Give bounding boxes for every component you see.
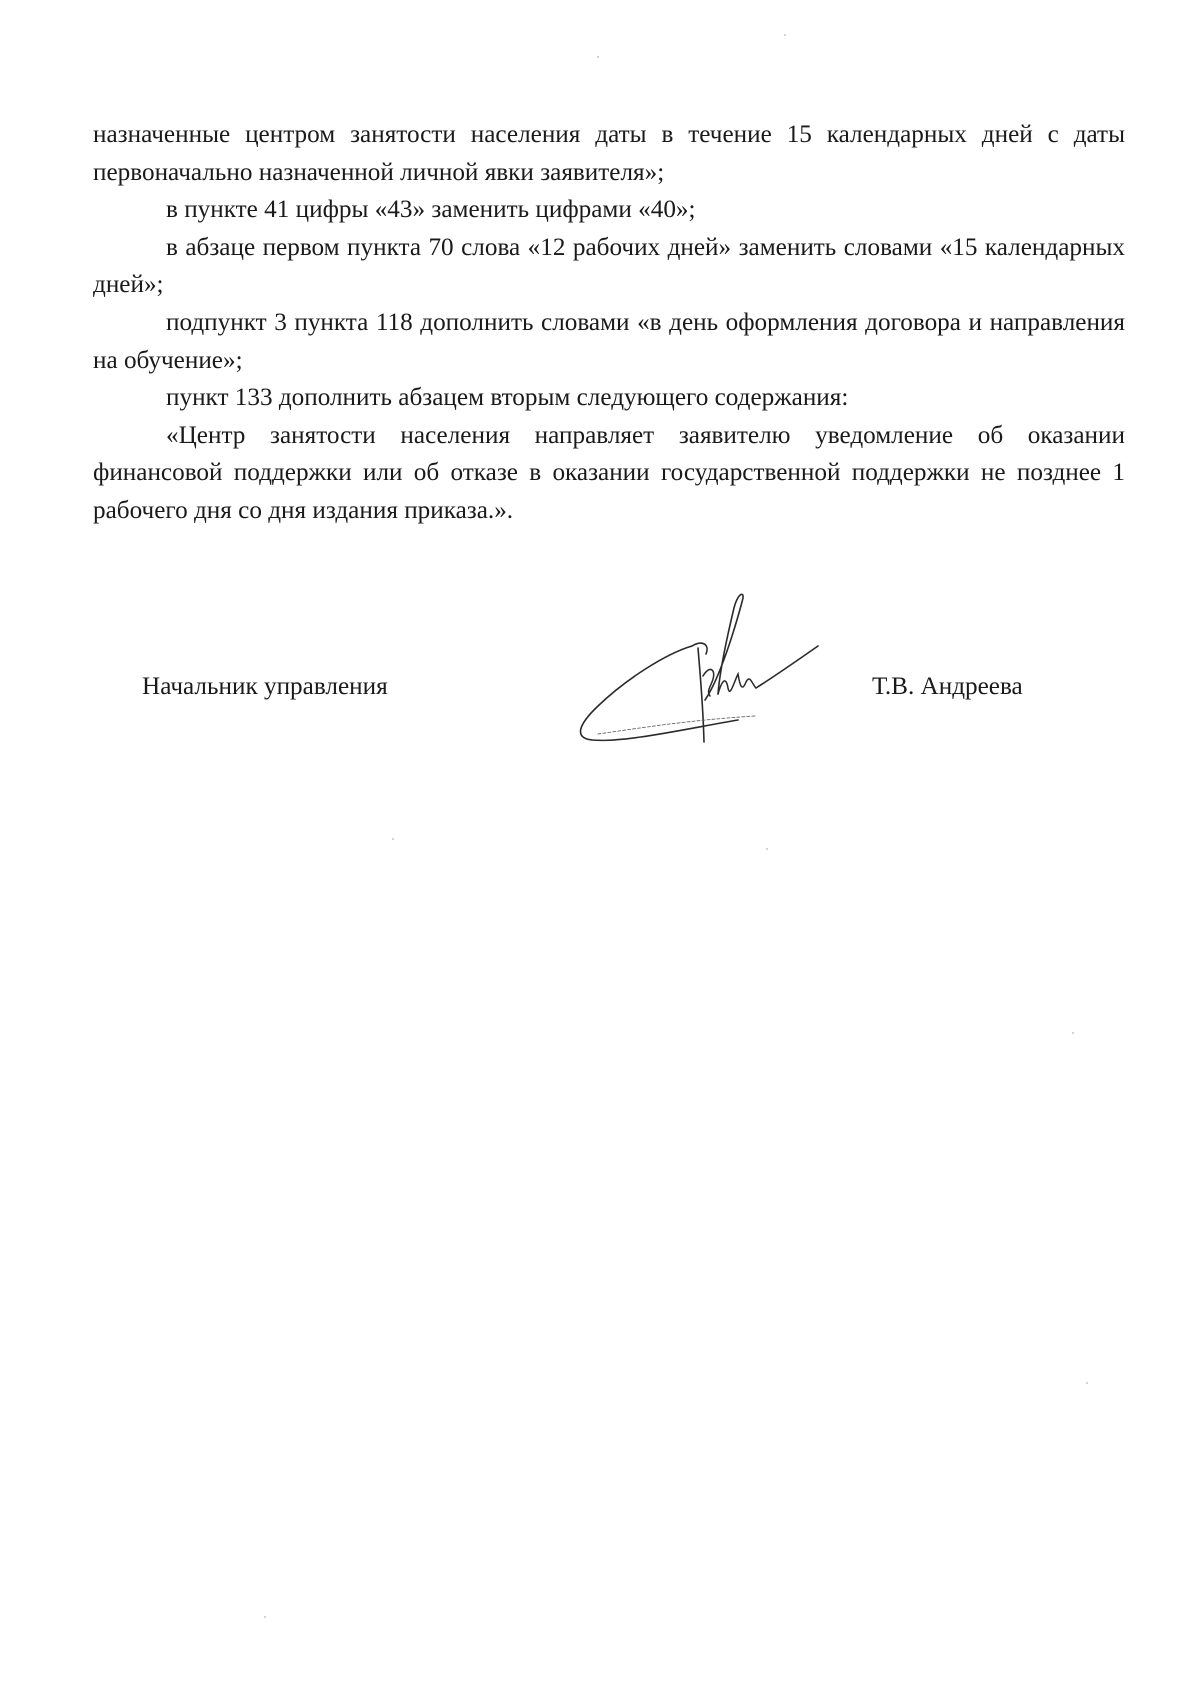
scan-speck [766, 848, 768, 850]
signatory-name: Т.В. Андреева [872, 673, 1023, 700]
paragraph-item-133: пункт 133 дополнить абзацем вторым следующего содержания: [166, 384, 849, 412]
scan-speck [597, 56, 599, 58]
scan-speck [264, 1616, 266, 1618]
handwritten-signature [570, 588, 840, 748]
paragraph-item-41: в пункте 41 цифры «43» заменить цифрами «40»; [166, 196, 696, 224]
paragraph-item-118: подпункт 3 пункта 118 дополнить словами «в день оформления договора и направления на обучение»; [93, 308, 1125, 374]
scan-speck [392, 838, 394, 840]
signatory-position: Начальник управления [142, 673, 388, 700]
paragraph-continuation: назначенные центром занятости населения даты в течение 15 календарных дней с даты первоначально назначенной личной явки заявителя»; [93, 121, 1125, 186]
scan-speck [1086, 1382, 1088, 1384]
document-body [93, 116, 1125, 530]
scan-speck [784, 34, 786, 36]
paragraph-item-70: в абзаце первом пункта 70 слова «12 рабочих дней» заменить словами «15 календарных дней»; [93, 233, 1125, 299]
scan-speck [1072, 1032, 1074, 1034]
paragraph-quote-133: «Центр занятости населения направляет заявителю уведомление об оказании финансовой поддержки или об отказе в оказании государственной поддержки не позднее 1 рабочего дня со дня издания приказа.». [93, 421, 1125, 524]
